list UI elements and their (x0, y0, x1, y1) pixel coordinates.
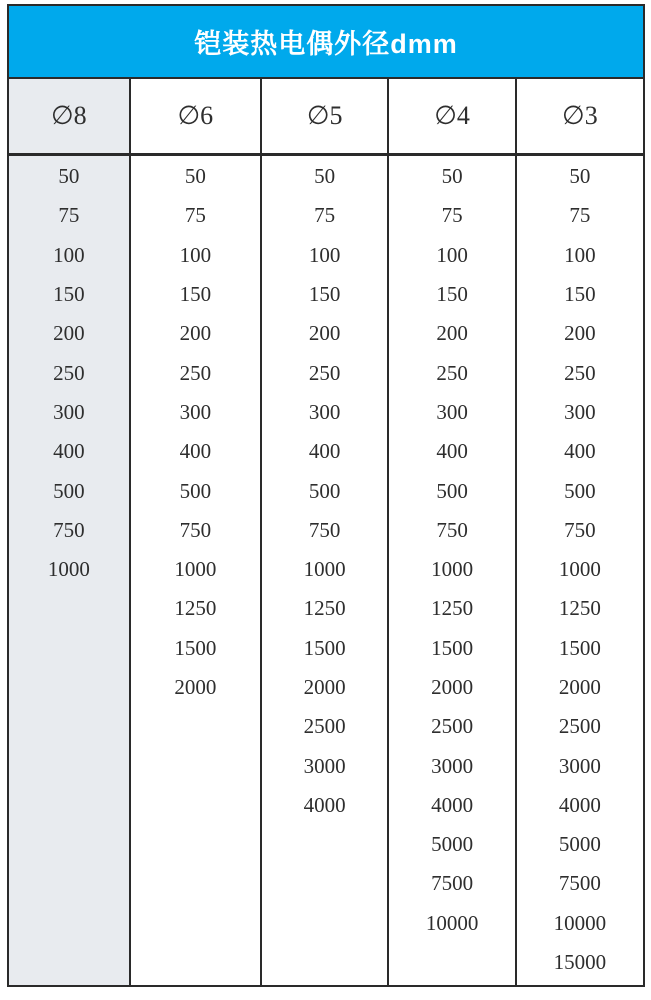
table-cell: 1500 (303, 635, 346, 660)
table-cell: 4000 (431, 792, 474, 817)
table-cell: 150 (179, 282, 212, 307)
column-values-d4 (389, 156, 514, 943)
table-cell: 1250 (174, 596, 217, 621)
table-cell: 1000 (47, 557, 90, 582)
table-cell: 2000 (303, 675, 346, 699)
column-d6 (131, 79, 262, 985)
spec-table (7, 4, 645, 987)
table-cell: 200 (308, 321, 341, 346)
table-cell: 500 (53, 478, 85, 503)
table-cell: 75 (314, 203, 336, 228)
table-cell: 50 (441, 164, 463, 189)
table-cell: 750 (308, 517, 341, 542)
table-cell: 200 (53, 321, 85, 346)
table-cell: 300 (53, 399, 85, 424)
table-cell: 250 (436, 360, 468, 385)
table-cell: 50 (184, 164, 206, 189)
table-cell: 2500 (558, 714, 601, 739)
table-cell: 200 (564, 321, 596, 346)
column-header-d3: ∅3 (517, 79, 643, 156)
table-cell: 75 (184, 203, 206, 228)
table-cell: 5000 (431, 832, 474, 857)
column-header-d6: ∅6 (131, 79, 260, 156)
table-cell: 50 (58, 164, 80, 189)
table-cell: 1250 (431, 596, 474, 621)
table-cell: 300 (436, 399, 468, 424)
table-cell: 750 (179, 517, 212, 542)
table-cell: 250 (53, 360, 85, 385)
table-cell: 300 (308, 399, 341, 424)
table-cell: 50 (569, 164, 591, 189)
column-values-d3 (517, 156, 643, 982)
column-values-d5 (262, 156, 387, 825)
table-title-bar (9, 6, 643, 79)
table-cell: 1500 (558, 635, 601, 660)
table-cell: 75 (569, 203, 591, 228)
table-cell: 50 (314, 164, 336, 189)
table-cell: 1500 (174, 635, 217, 660)
table-cell: 500 (308, 478, 341, 503)
table-cell: 15000 (553, 950, 607, 975)
table-cell: 3000 (558, 753, 601, 778)
table-cell: 2000 (431, 675, 474, 699)
table-cell: 10000 (425, 910, 479, 935)
table-cell: 500 (179, 478, 212, 503)
table-title: 铠装热电偶外径dmm (194, 29, 458, 59)
table-cell: 4000 (558, 792, 601, 817)
table-cell: 400 (308, 439, 341, 464)
table-cell: 100 (436, 242, 468, 267)
table-cell: 2500 (431, 714, 474, 739)
table-cell: 1250 (558, 596, 601, 621)
table-cell: 400 (564, 439, 596, 464)
table-cell: 400 (53, 439, 85, 464)
table-cell: 2000 (558, 675, 601, 699)
table-cell: 750 (53, 517, 85, 542)
table-cell: 1000 (558, 557, 601, 582)
column-header-d5: ∅5 (262, 79, 387, 156)
table-cell: 250 (308, 360, 341, 385)
table-cell: 4000 (303, 792, 346, 817)
table-cell: 3000 (431, 753, 474, 778)
column-d8 (9, 79, 131, 985)
table-columns (9, 79, 643, 985)
table-cell: 200 (436, 321, 468, 346)
table-cell: 1000 (303, 557, 346, 582)
column-d4 (389, 79, 516, 985)
table-cell: 1000 (431, 557, 474, 582)
table-cell: 300 (564, 399, 596, 424)
table-cell: 300 (179, 399, 212, 424)
table-cell: 2500 (303, 714, 346, 739)
column-values-d6 (131, 156, 260, 707)
table-cell: 1250 (303, 596, 346, 621)
table-cell: 150 (308, 282, 341, 307)
table-cell: 7500 (558, 871, 601, 896)
table-cell: 75 (441, 203, 463, 228)
table-cell: 100 (308, 242, 341, 267)
table-cell: 1500 (431, 635, 474, 660)
column-d5 (262, 79, 389, 985)
column-values-d8 (9, 156, 129, 589)
table-cell: 3000 (303, 753, 346, 778)
table-cell: 200 (179, 321, 212, 346)
table-cell: 150 (564, 282, 596, 307)
table-cell: 400 (179, 439, 212, 464)
table-cell: 250 (564, 360, 596, 385)
table-cell: 750 (436, 517, 468, 542)
table-cell: 7500 (431, 871, 474, 896)
table-cell: 2000 (174, 675, 217, 699)
column-header-d8: ∅8 (9, 79, 129, 156)
table-cell: 1000 (174, 557, 217, 582)
table-cell: 100 (179, 242, 212, 267)
column-header-d4: ∅4 (389, 79, 514, 156)
table-cell: 500 (564, 478, 596, 503)
table-cell: 10000 (553, 910, 607, 935)
table-cell: 250 (179, 360, 212, 385)
column-d3 (517, 79, 643, 985)
table-cell: 150 (53, 282, 85, 307)
table-cell: 100 (53, 242, 85, 267)
table-cell: 100 (564, 242, 596, 267)
table-cell: 500 (436, 478, 468, 503)
table-cell: 5000 (558, 832, 601, 857)
table-cell: 750 (564, 517, 596, 542)
table-cell: 75 (58, 203, 80, 228)
table-cell: 150 (436, 282, 468, 307)
table-cell: 400 (436, 439, 468, 464)
